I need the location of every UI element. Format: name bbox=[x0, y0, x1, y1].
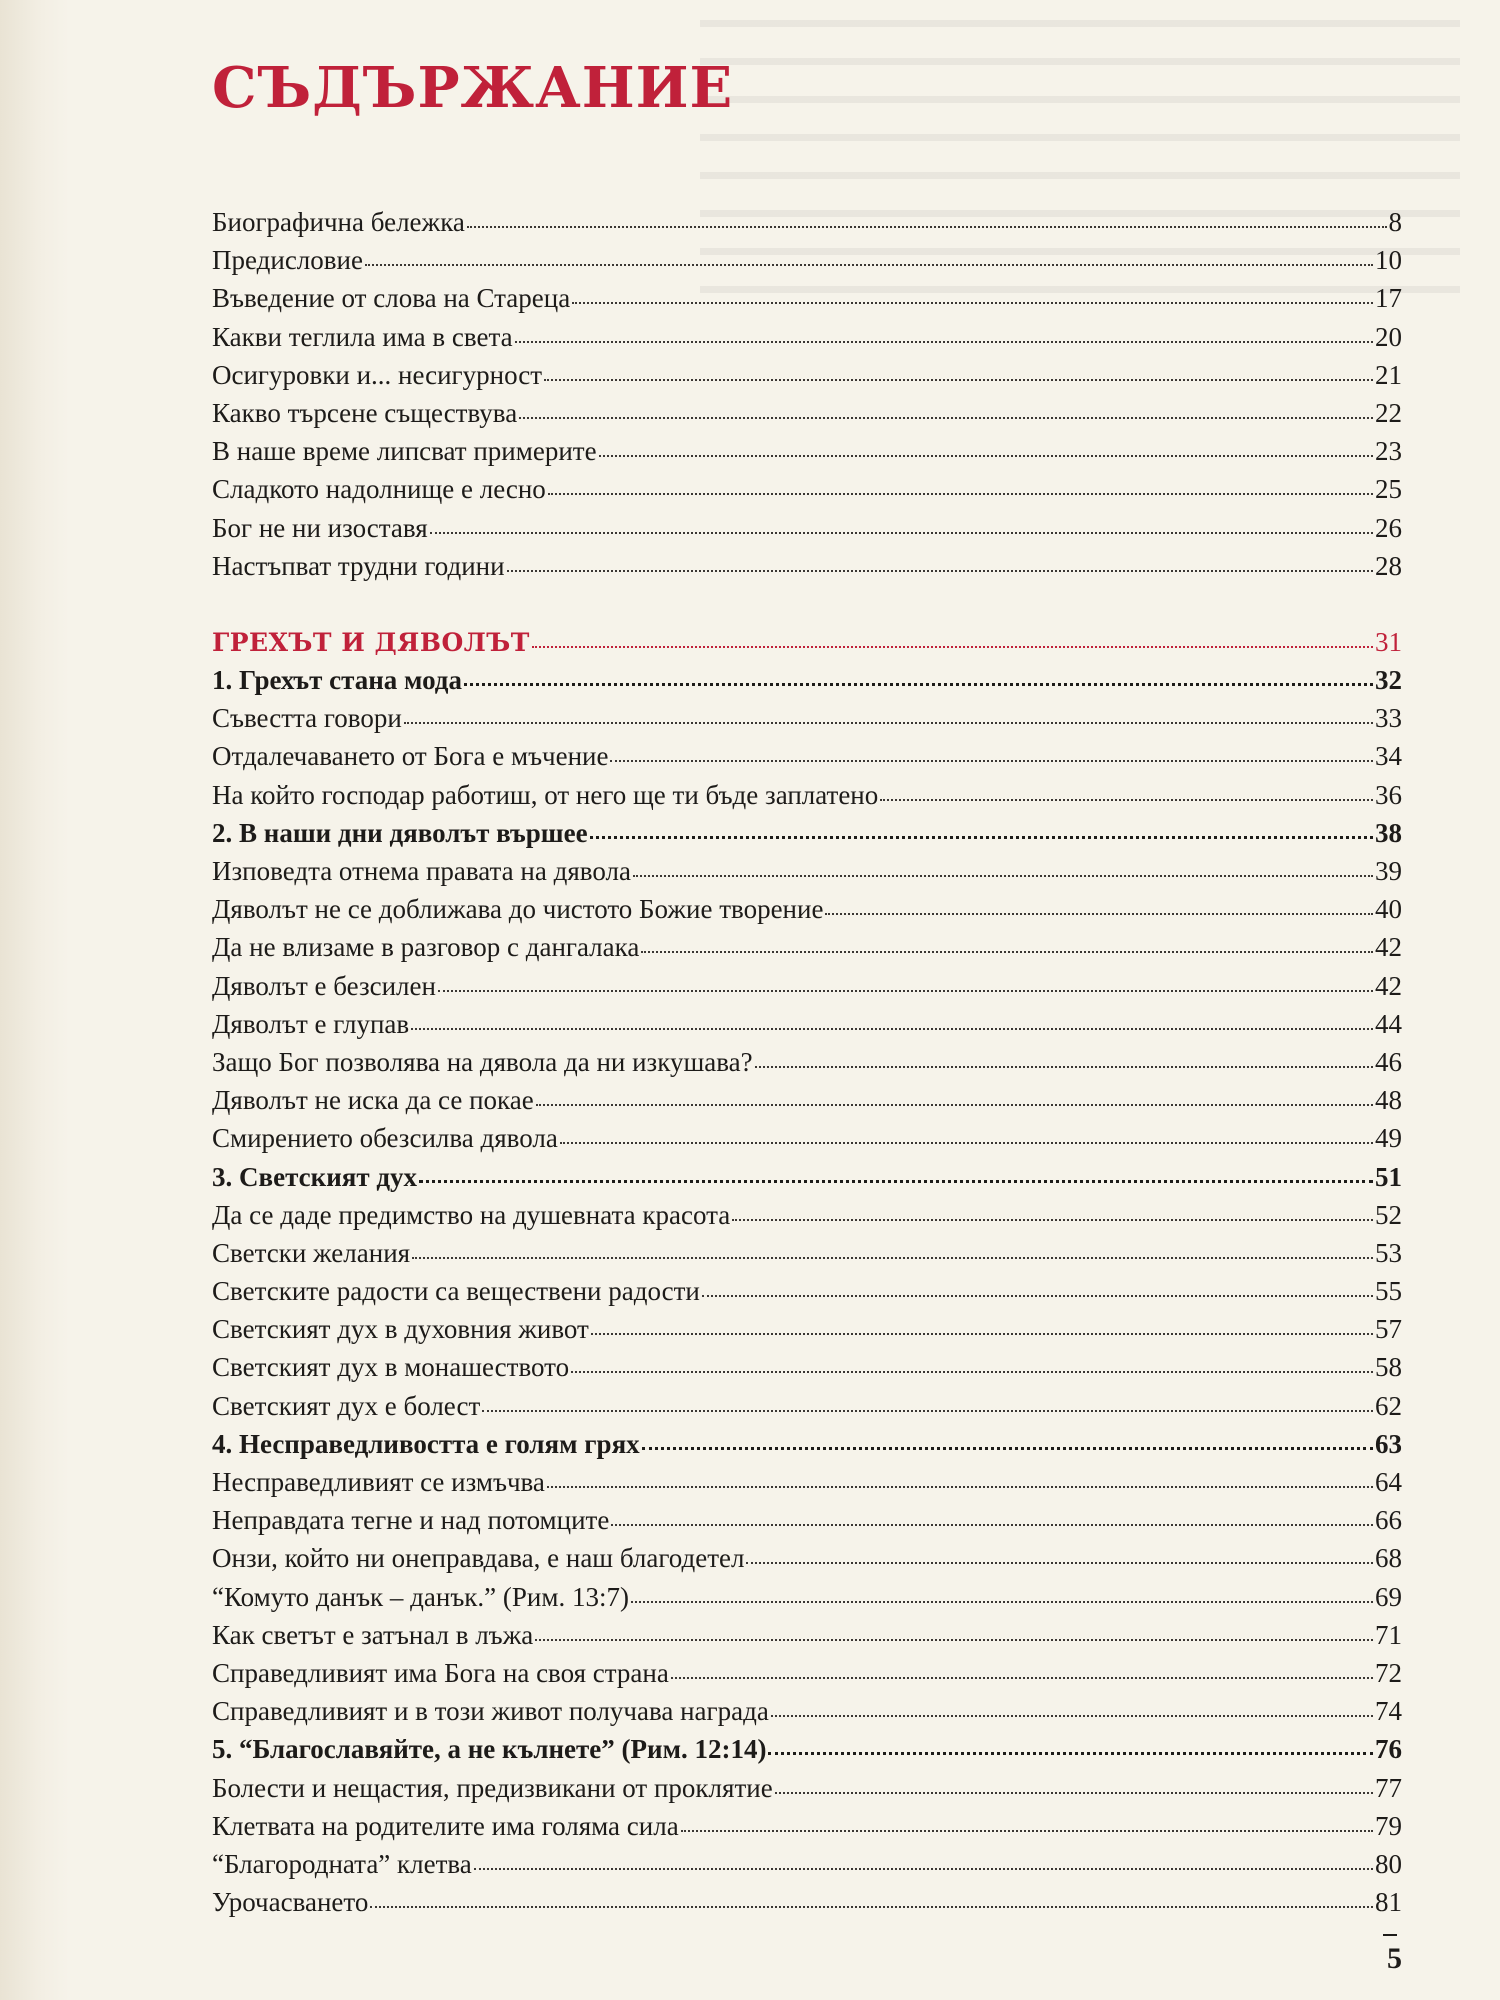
toc-entry bbox=[212, 279, 1402, 317]
toc-entry bbox=[212, 1501, 1402, 1539]
toc-entry-title: Бог не ни изоставя bbox=[212, 512, 428, 543]
dot-leader bbox=[599, 455, 1373, 457]
toc-chapter-entry bbox=[212, 661, 1402, 699]
toc-entry-title: Урочасването bbox=[212, 1887, 369, 1918]
dot-leader bbox=[467, 226, 1387, 228]
toc-entry-title: Осигуровки и... несигурност bbox=[212, 359, 543, 390]
dot-leader bbox=[515, 341, 1373, 343]
toc-entry bbox=[212, 1883, 1402, 1921]
toc-entry-page: 57 bbox=[1375, 1314, 1402, 1345]
folio-rule bbox=[1383, 1934, 1397, 1936]
dot-leader bbox=[590, 836, 1373, 839]
toc-entry-page: 10 bbox=[1375, 245, 1402, 276]
dot-leader bbox=[482, 1410, 1373, 1412]
toc-entry-page: 46 bbox=[1375, 1046, 1402, 1077]
toc-entry-title: 2. В наши дни дяволът вършее bbox=[212, 817, 588, 848]
toc-chapter-entry bbox=[212, 1730, 1402, 1768]
toc-entry-title: В наше време липсват примерите bbox=[212, 436, 597, 467]
toc-entry-title: ГРЕХЪТ И ДЯВОЛЪТ bbox=[212, 627, 530, 657]
toc-entry bbox=[212, 1578, 1402, 1616]
toc-entry-title: Настъпват трудни години bbox=[212, 550, 505, 581]
dot-leader bbox=[572, 302, 1373, 304]
toc-entry-title: Да не влизаме в разговор с дангалака bbox=[212, 932, 640, 963]
toc-entry bbox=[212, 356, 1402, 394]
toc-entry bbox=[212, 852, 1402, 890]
dot-leader bbox=[771, 1715, 1373, 1717]
toc-entry-page: 28 bbox=[1375, 550, 1402, 581]
toc-entry bbox=[212, 1463, 1402, 1501]
dot-leader bbox=[370, 1906, 1373, 1908]
toc-entry bbox=[212, 1616, 1402, 1654]
toc-entry-page: 20 bbox=[1375, 321, 1402, 352]
dot-leader bbox=[548, 493, 1373, 495]
toc-entry-title: Неправдата тегне и над потомците bbox=[212, 1505, 610, 1536]
toc-entry-title: Дяволът не иска да се покае bbox=[212, 1085, 534, 1116]
toc-entry-page: 64 bbox=[1375, 1467, 1402, 1497]
toc-entry-title: Какви теглила има в света bbox=[212, 321, 513, 352]
dot-leader bbox=[519, 417, 1373, 419]
toc-entry-title: Биографична бележка bbox=[212, 207, 465, 237]
dot-leader bbox=[411, 1028, 1373, 1030]
toc-entry-title: 5. “Благославяйте, а не кълнете” (Рим. 12:14) bbox=[212, 1734, 767, 1765]
dot-leader bbox=[702, 1295, 1373, 1297]
toc-entry-page: 26 bbox=[1375, 512, 1402, 543]
toc-entry-page: 8 bbox=[1388, 207, 1402, 237]
toc-entry-title: “Благородната” клетва bbox=[212, 1848, 472, 1879]
toc-entry-page: 76 bbox=[1375, 1734, 1402, 1765]
toc-entry-title: Дяволът е глупав bbox=[212, 1008, 410, 1039]
toc-entry-title: Отдалечаването от Бога е мъчение bbox=[212, 741, 609, 772]
dot-leader bbox=[746, 1562, 1373, 1564]
toc-entry-page: 33 bbox=[1375, 703, 1402, 734]
dot-leader bbox=[571, 1371, 1373, 1373]
toc-entry-title: Предисловие bbox=[212, 245, 363, 276]
toc-entry bbox=[212, 241, 1402, 279]
dot-leader bbox=[775, 1792, 1373, 1794]
toc-entry-title: Въведение от слова на Стареца bbox=[212, 283, 571, 314]
toc-entry bbox=[212, 890, 1402, 928]
dot-leader bbox=[535, 1639, 1373, 1641]
toc-entry bbox=[212, 1654, 1402, 1692]
dot-leader bbox=[404, 722, 1373, 724]
toc-entry bbox=[212, 1807, 1402, 1845]
dot-leader bbox=[880, 799, 1373, 801]
dot-leader bbox=[412, 1257, 1373, 1259]
dot-leader bbox=[438, 990, 1373, 992]
toc-entry-page: 22 bbox=[1375, 397, 1402, 428]
toc-chapter-entry bbox=[212, 814, 1402, 852]
toc-entry-page: 71 bbox=[1375, 1619, 1402, 1650]
toc-entry-title: Съвестта говори bbox=[212, 703, 402, 734]
page-number: 5 bbox=[1387, 1942, 1402, 1975]
toc-entry-page: 53 bbox=[1375, 1237, 1402, 1268]
toc-entry-title: Справедливият има Бога на своя страна bbox=[212, 1657, 669, 1688]
toc-entry bbox=[212, 1387, 1402, 1425]
dot-leader bbox=[633, 875, 1373, 877]
dot-leader bbox=[681, 1830, 1373, 1832]
dot-leader bbox=[507, 570, 1373, 572]
toc-entry-page: 63 bbox=[1375, 1428, 1402, 1459]
toc-entry-title: Справедливият и в този живот получава награда bbox=[212, 1696, 769, 1727]
toc-entry bbox=[212, 737, 1402, 775]
toc-entry-page: 42 bbox=[1375, 970, 1402, 1001]
toc-entry bbox=[212, 1539, 1402, 1577]
toc-entry-title: “Комуто данък – данък.” (Рим. 13:7) bbox=[212, 1581, 629, 1612]
toc-entry bbox=[212, 1272, 1402, 1310]
toc-entry bbox=[212, 776, 1402, 814]
toc-entry bbox=[212, 967, 1402, 1005]
toc-entry-page: 49 bbox=[1375, 1123, 1402, 1154]
toc-section-heading bbox=[212, 623, 1402, 661]
toc-entry bbox=[212, 394, 1402, 432]
toc-entry bbox=[212, 1005, 1402, 1043]
toc-entry bbox=[212, 318, 1402, 356]
toc-entry-title: Да се даде предимство на душевната красота bbox=[212, 1199, 731, 1230]
toc-entry-title: Светските радости са веществени радости bbox=[212, 1276, 700, 1307]
toc-entry-title: Сладкото надолнище е лесно bbox=[212, 474, 546, 505]
dot-leader bbox=[671, 1677, 1373, 1679]
toc-entry bbox=[212, 1692, 1402, 1730]
dot-leader bbox=[825, 913, 1373, 915]
toc-entry-page: 34 bbox=[1375, 741, 1402, 772]
toc-entry-title: 4. Несправедливостта е голям грях bbox=[212, 1428, 640, 1459]
dot-leader bbox=[365, 264, 1373, 266]
toc-entry-title: Болести и нещастия, предизвикани от проклятие bbox=[212, 1772, 773, 1803]
toc-entry-page: 58 bbox=[1375, 1352, 1402, 1383]
dot-leader bbox=[732, 1219, 1373, 1221]
dot-leader bbox=[560, 1142, 1373, 1144]
dot-leader bbox=[768, 1752, 1373, 1755]
toc-entry bbox=[212, 1769, 1402, 1807]
toc-entry-title: Дяволът не се доближава до чистото Божие творение bbox=[212, 894, 824, 925]
toc-entry-title: Какво търсене съществува bbox=[212, 397, 518, 428]
toc-entry bbox=[212, 509, 1402, 547]
page-gutter-shade bbox=[0, 0, 70, 2000]
toc-entry bbox=[212, 203, 1402, 241]
dot-leader bbox=[532, 646, 1373, 648]
toc-entry-title: Светският дух е болест bbox=[212, 1390, 481, 1421]
dot-leader bbox=[419, 1180, 1373, 1183]
toc-entry-page: 79 bbox=[1375, 1810, 1402, 1841]
toc-entry bbox=[212, 1845, 1402, 1883]
dot-leader bbox=[631, 1601, 1373, 1603]
toc-entry-title: Несправедливият се измъчва bbox=[212, 1467, 545, 1497]
toc-entry-title: 1. Грехът стана мода bbox=[212, 665, 462, 696]
toc-entry bbox=[212, 1043, 1402, 1081]
toc-entry-page: 68 bbox=[1375, 1543, 1402, 1574]
toc-entry-title: Светският дух в монашеството bbox=[212, 1352, 570, 1383]
toc-entry-page: 69 bbox=[1375, 1581, 1402, 1612]
toc-entry-page: 36 bbox=[1375, 779, 1402, 810]
toc-chapter-entry bbox=[212, 1158, 1402, 1196]
toc-entry-page: 48 bbox=[1375, 1085, 1402, 1116]
toc-entry-title: Клетвата на родителите има голяма сила bbox=[212, 1810, 679, 1841]
dot-leader bbox=[641, 951, 1373, 953]
dot-leader bbox=[642, 1447, 1373, 1450]
toc-entry-page: 17 bbox=[1375, 283, 1402, 314]
dot-leader bbox=[536, 1104, 1373, 1106]
toc-entry-title: Онзи, който ни онеправдава, е наш благодетел bbox=[212, 1543, 745, 1574]
toc-entry bbox=[212, 1119, 1402, 1157]
toc-entry-title: На който господар работиш, от него ще ти бъде заплатено bbox=[212, 779, 879, 810]
toc-entry bbox=[212, 1310, 1402, 1348]
toc-entry-page: 21 bbox=[1375, 359, 1402, 390]
toc-entry-page: 25 bbox=[1375, 474, 1402, 505]
toc-entry-title: Смирението обезсилва дявола bbox=[212, 1123, 558, 1154]
toc-chapter-entry bbox=[212, 1425, 1402, 1463]
toc-entry-page: 80 bbox=[1375, 1848, 1402, 1879]
dot-leader bbox=[610, 760, 1373, 762]
toc-entry-page: 38 bbox=[1375, 817, 1402, 848]
dot-leader bbox=[755, 1066, 1373, 1068]
toc-entry-title: Защо Бог позволява на дявола да ни изкушава? bbox=[212, 1046, 753, 1077]
toc-entry-page: 72 bbox=[1375, 1657, 1402, 1688]
page-title: СЪДЪРЖАНИЕ bbox=[212, 55, 734, 121]
dot-leader bbox=[591, 1333, 1373, 1335]
toc-entry bbox=[212, 547, 1402, 585]
toc-entry-page: 52 bbox=[1375, 1199, 1402, 1230]
toc-entry-page: 32 bbox=[1375, 665, 1402, 696]
toc-entry-page: 55 bbox=[1375, 1276, 1402, 1307]
toc-entry-page: 62 bbox=[1375, 1390, 1402, 1421]
toc-entry-page: 40 bbox=[1375, 894, 1402, 925]
toc-entry-title: Как светът е затънал в лъжа bbox=[212, 1619, 534, 1650]
dot-leader bbox=[430, 532, 1373, 534]
toc-entry-page: 81 bbox=[1375, 1887, 1402, 1918]
toc-entry-title: 3. Светският дух bbox=[212, 1161, 418, 1192]
table-of-contents bbox=[212, 203, 1402, 1921]
toc-entry-page: 66 bbox=[1375, 1505, 1402, 1536]
toc-entry-title: Светският дух в духовния живот bbox=[212, 1314, 589, 1345]
toc-entry-page: 77 bbox=[1375, 1772, 1402, 1803]
toc-entry bbox=[212, 470, 1402, 508]
toc-entry bbox=[212, 1196, 1402, 1234]
toc-entry bbox=[212, 1348, 1402, 1386]
dot-leader bbox=[474, 1868, 1373, 1870]
toc-entry bbox=[212, 1234, 1402, 1272]
toc-entry-page: 42 bbox=[1375, 932, 1402, 963]
toc-entry-title: Светски желания bbox=[212, 1237, 411, 1268]
dot-leader bbox=[547, 1486, 1373, 1488]
dot-leader bbox=[464, 683, 1373, 686]
toc-entry-page: 39 bbox=[1375, 856, 1402, 886]
toc-entry-page: 23 bbox=[1375, 436, 1402, 467]
toc-entry-page: 51 bbox=[1375, 1161, 1402, 1192]
toc-entry bbox=[212, 432, 1402, 470]
toc-entry-page: 44 bbox=[1375, 1008, 1402, 1039]
toc-entry-title: Дяволът е безсилен bbox=[212, 970, 436, 1001]
toc-entry bbox=[212, 699, 1402, 737]
toc-entry-page: 74 bbox=[1375, 1696, 1402, 1727]
dot-leader bbox=[544, 379, 1373, 381]
toc-entry-title: Изповедта отнема правата на дявола bbox=[212, 856, 631, 886]
toc-entry bbox=[212, 1081, 1402, 1119]
toc-entry-page: 31 bbox=[1375, 626, 1402, 657]
dot-leader bbox=[611, 1524, 1373, 1526]
toc-entry bbox=[212, 928, 1402, 966]
